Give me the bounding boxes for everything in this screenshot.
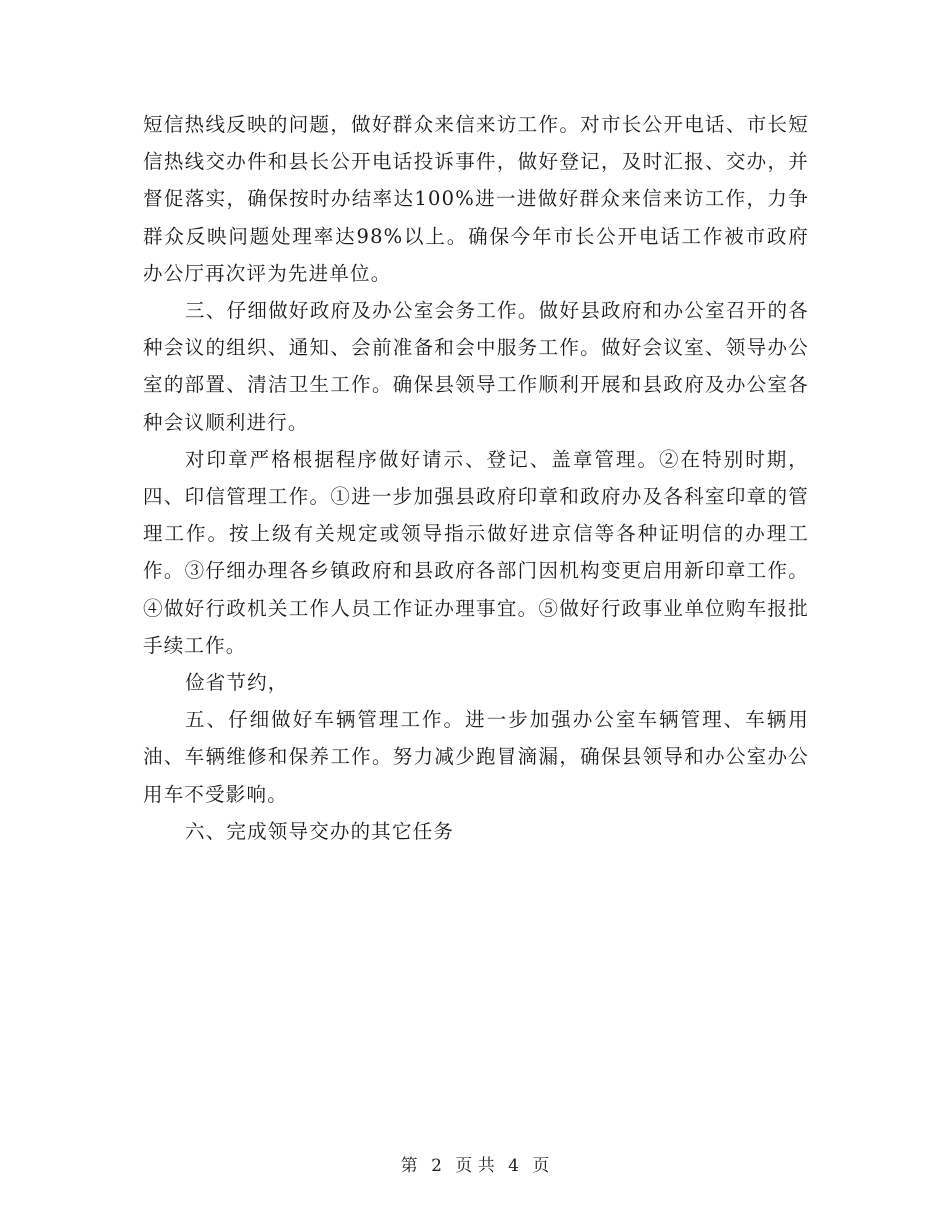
document-body [143, 106, 809, 850]
paragraph-5: 五、仔细做好车辆管理工作。进一步加强办公室车辆管理、车辆用油、车辆维修和保养工作。努力减少跑冒滴漏，确保县领导和办公室办公用车不受影响。 [143, 708, 809, 806]
footer-total-pages: 4 [508, 1156, 519, 1176]
paragraph-1: 短信热线反映的问题，做好群众来信来访工作。对市长公开电话、市长短信热线交办件和县长公开电话投诉事件，做好登记，及时汇报、交办，并督促落实，确保按时办结率达100%进一进做好群众来信来访工作，力争群众反映问题处理率达98%以上。确保今年市长公开电话工作被市政府办公厅再次评为先进单位。 [143, 113, 809, 285]
footer-middle: 页 共 [455, 1156, 495, 1176]
footer-current-page: 2 [431, 1156, 442, 1176]
footer-prefix: 第 [400, 1156, 418, 1176]
paragraph-2: 三、仔细做好政府及办公室会务工作。做好县政府和办公室召开的各种会议的组织、通知、会前准备和会中服务工作。做好会议室、领导办公室的部置、清洁卫生工作。确保县领导工作顺利开展和县政府及办公室各种会议顺利进行。 [143, 299, 809, 434]
paragraph-3: 对印章严格根据程序做好请示、登记、盖章管理。②在特别时期，四、印信管理工作。①进一步加强县政府印章和政府办及各科室印章的管理工作。按上级有关规定或领导指示做好进京信等各种证明信的办理工作。③仔细办理各乡镇政府和县政府各部门因机构变更启用新印章工作。④做好行政机关工作人员工作证办理事宜。⑤做好行政事业单位购车报批手续工作。 [143, 447, 809, 657]
page-footer [0, 1156, 950, 1176]
paragraph-4: 俭省节约， [185, 671, 289, 695]
footer-suffix: 页 [532, 1156, 550, 1176]
paragraph-6: 六、完成领导交办的其它任务 [185, 819, 455, 843]
